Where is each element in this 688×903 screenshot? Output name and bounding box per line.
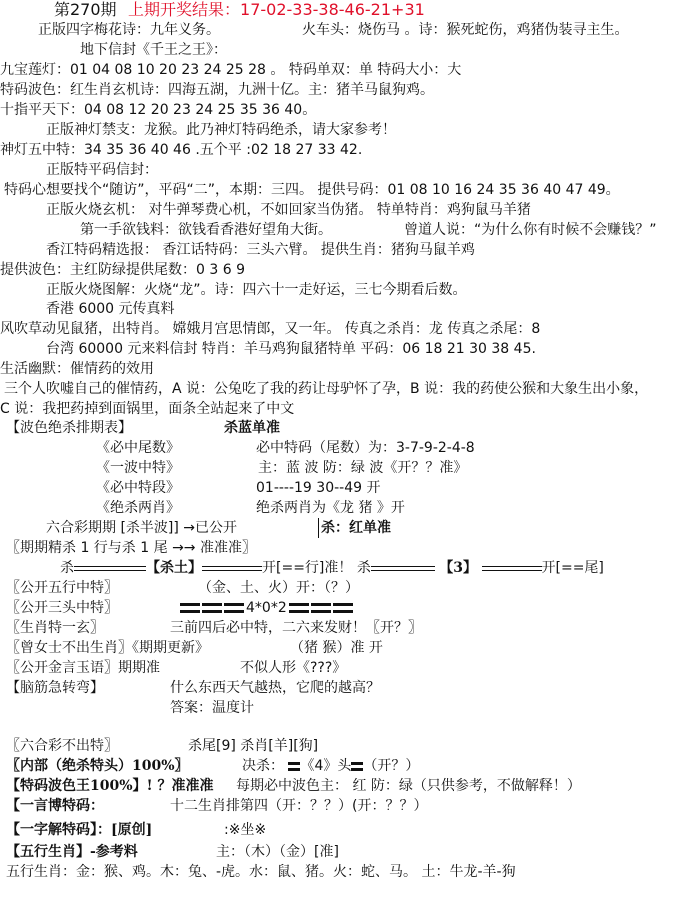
- bar-icon: [289, 603, 309, 613]
- shendeng-jinzhi: 正版神灯禁支：龙猴。此乃神灯特码绝杀，请大家参考！: [46, 122, 396, 138]
- bose-value: 每期必中波色主： 红 防：绿（只供参考，不做解释！）: [236, 778, 581, 794]
- naojin-question: 什么东西天气越热，它爬的越高？: [170, 680, 380, 696]
- shengxiao-value: 三前四后必中特，二六来发财！〖开？〗: [170, 620, 422, 636]
- bar-icon: [202, 603, 222, 613]
- fengchui-caodong: 风吹草动见鼠猪，出特肖。 嫦娥月宫思情郎，又一年。 传真之杀肖：龙 传真之杀尾：8: [0, 321, 541, 337]
- last-result-numbers: 17-02-33-38-46-21+31: [240, 0, 425, 19]
- equals-icon: [288, 762, 300, 771]
- equals-icon: [351, 762, 363, 771]
- neibu-v3: （开？）: [363, 758, 420, 774]
- shizhi-pingtianxia: 十指平天下：04 08 12 20 23 24 25 35 36 40。: [0, 102, 317, 118]
- shengxiao-label: 〖生肖特一玄〗: [6, 620, 104, 636]
- huoshao-tujie: 正版火烧图解：火烧“龙”。诗：四六十一走好运，三七今期看后数。: [46, 282, 467, 298]
- tema-bose: 特码波色：红生肖玄机诗：四海五湖，九洲十亿。主：猪羊马鼠狗鸡。: [0, 82, 434, 98]
- bar-icon: [224, 603, 244, 613]
- bar-icon: [180, 603, 200, 613]
- kill-p3: 开[==行]准！ 杀: [262, 560, 371, 576]
- yiyan-label: 【一言博特码：: [6, 798, 104, 814]
- zeng-value: （猪 猴）准 开: [290, 640, 383, 656]
- table-row-label: 《一波中特》: [96, 460, 180, 476]
- double-line-icon: [202, 566, 262, 571]
- shendeng-wuzhongte: 神灯五中特：34 35 36 40 46 .五个平 :02 18 27 33 42.: [0, 142, 363, 158]
- naojin-label: 【脑筋急转弯】: [6, 680, 104, 696]
- xianggang-chuanzhen: 香港 6000 元传真料: [46, 301, 175, 317]
- buchu-label: 〖六合彩不出特〗: [6, 738, 118, 754]
- wuxing-value: （金、土、火）开：（？）: [198, 580, 359, 596]
- santou-value-wrap: [180, 598, 355, 618]
- kill-red-label: 杀：红单准: [321, 520, 391, 536]
- kill-p1: 杀: [60, 560, 74, 576]
- table-row-value: 主：蓝 波 防：绿 波《开？？准》: [258, 460, 468, 476]
- neibu-label: 〖内部（绝杀特头）100%〗: [6, 758, 189, 774]
- wuxing-label: 〖公开五行中特〗: [6, 580, 118, 596]
- bose-table-title: 【波色绝杀排期表】: [6, 420, 132, 436]
- zengdaoren-shuo: 曾道人说：“为什么你有时候不会赚钱？”: [404, 222, 657, 238]
- double-line-icon: [371, 566, 435, 571]
- table-row-label: 《绝杀两肖》: [96, 500, 180, 516]
- table-row-label: 《必中特段》: [96, 480, 180, 496]
- xiangjiang-tema: 香江特码精选报： 香江话特码：三头六臂。 提供生肖：猪狗马鼠羊鸡: [46, 242, 475, 258]
- yiyan-value: 十二生肖排第四（开：？？）(开：？？）: [170, 798, 428, 814]
- table-row-value: 01----19 30--49 开: [256, 480, 381, 496]
- table-row-value: 绝杀两肖为《龙 猪 》开: [256, 500, 405, 516]
- double-line-icon: [74, 566, 146, 571]
- huochetou: 火车头：烧伤马 。诗：猴死蛇伤，鸡猪伪装寻主生。: [302, 22, 629, 38]
- bar-icon: [311, 603, 331, 613]
- kill-tail: 【3】: [439, 560, 478, 576]
- youmo-body-1: 三个人吹嘘自己的催情药，A 说：公兔吃了我的药让母驴怀了孕，B 说：我的药使公猴和大象生出小象，: [4, 381, 649, 397]
- kill-title: 〖期期精杀 1 行与杀 1 尾 →→ 准准准〗: [6, 540, 256, 556]
- jinyan-value: 不似人形《???》: [240, 660, 347, 676]
- buchu-value: 杀尾[9] 杀肖[羊][狗]: [188, 738, 319, 754]
- table-row-value: 必中特码（尾数）为：3-7-9-2-4-8: [256, 440, 475, 456]
- double-line-icon: [482, 566, 542, 571]
- dixia-xinfeng: 地下信封《千王之王》：: [80, 42, 227, 58]
- wxsx-value: 主：（木）（金）[准]: [216, 844, 339, 860]
- kill-line: [60, 558, 604, 578]
- jiubao-liandeng: 九宝莲灯：01 04 08 10 20 23 24 25 28 。 特码单双：单 特码大小：大: [0, 62, 462, 78]
- table-row-label: 《必中尾数》: [96, 440, 180, 456]
- diyishou-yuqianliao: 第一手欲钱料：欲钱看香港好望角大街。: [80, 222, 332, 238]
- yizi-value: :※坐※: [224, 822, 267, 838]
- issue-number: 第270期: [54, 0, 117, 19]
- wxsx-label: 【五行生肖】-参考料: [6, 844, 138, 860]
- bose-label: 【特码波色王100%】! ？准准准: [6, 778, 214, 794]
- shenghuo-youmo-title: 生活幽默：催情药的效用: [0, 361, 154, 377]
- last-result-label: 上期开奖结果：: [128, 0, 241, 19]
- youmo-body-2: C 说：我把药掉到面锅里，面条全站起来了中文: [0, 401, 295, 417]
- santou-value: 4*0*2: [246, 600, 287, 616]
- taiwan-xinfeng: 台湾 60000 元来料信封 特肖：羊马鸡狗鼠猪特单 平码：06 18 21 30 38 45.: [46, 341, 536, 357]
- tepingma-xinfeng: 正版特平码信封：: [46, 162, 158, 178]
- last-result: [128, 0, 425, 20]
- yizi-label: 【一字解特码】：[原创]: [6, 822, 153, 838]
- tema-xinxiang: 特码心想要找个“随访”，平码“二”，本期：三四。 提供号码：01 08 10 16 24 35 36 40 47 49。: [4, 182, 620, 198]
- neibu-value: [242, 756, 419, 776]
- kill-p5: 开[==尾]: [541, 560, 604, 576]
- naojin-answer: 答案：温度计: [170, 700, 254, 716]
- neibu-v2: 《4》头: [300, 758, 352, 774]
- table-footer-right: [318, 518, 391, 538]
- wxsx-list: 五行生肖：金：猴、鸡。木：兔、-虎。水：鼠、猪。火：蛇、马。 土：牛龙-羊-狗: [6, 864, 516, 880]
- meihua-poem: 正版四字梅花诗：九年义务。: [38, 22, 220, 38]
- table-footer-left: 六合彩期期 [杀半波]] →已公开: [46, 520, 238, 536]
- zeng-label: 〖曾女士不出生肖〗《期期更新》: [6, 640, 209, 656]
- kill-earth: 【杀土】: [146, 560, 202, 576]
- bose-table-title-right: 杀蓝单准: [224, 420, 280, 436]
- jinyan-label: 〖公开金言玉语〗期期准: [6, 660, 160, 676]
- tigong-bose: 提供波色：主红防绿提供尾数：0 3 6 9: [0, 262, 245, 278]
- huoshao-xuanji: 正版火烧玄机： 对牛弹琴费心机，不如回家当伪猪。 特单特肖：鸡狗鼠马羊猪: [46, 202, 531, 218]
- neibu-v1: 决杀：: [242, 758, 284, 774]
- santou-label: 〖公开三头中特〗: [6, 600, 118, 616]
- bar-icon: [333, 603, 353, 613]
